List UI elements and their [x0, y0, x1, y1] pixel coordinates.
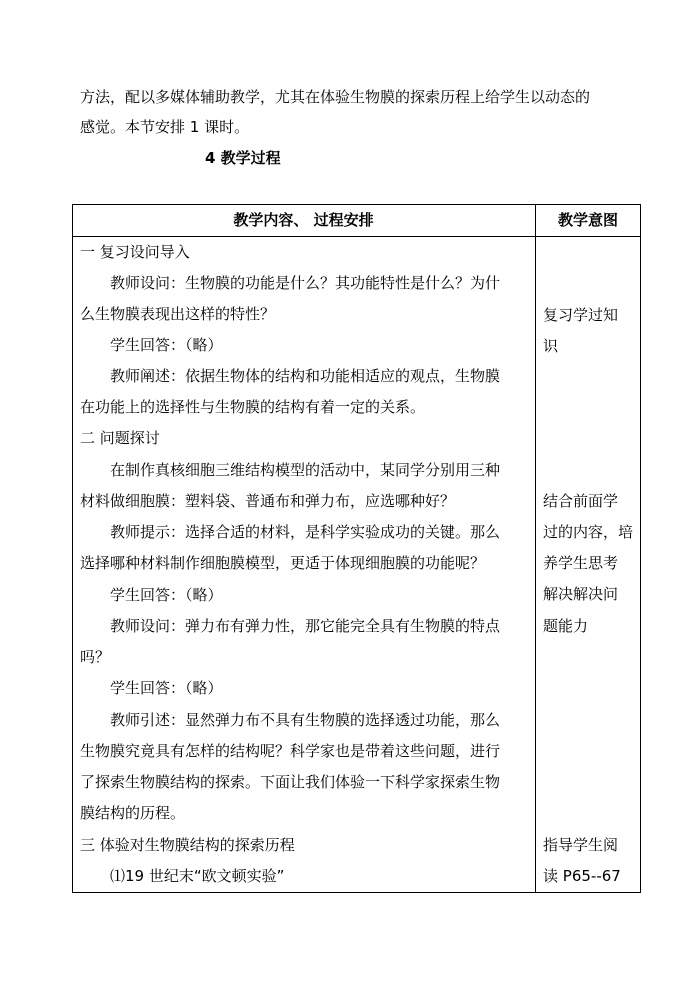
content-line: 教师设问：弹力布有弹力性，那它能完全具有生物膜的特点: [110, 617, 501, 635]
content-line: 么生物膜表现出这样的特性？: [80, 305, 276, 323]
header-divider: [72, 236, 641, 237]
content-line: 在功能上的选择性与生物膜的结构有着一定的关系。: [80, 398, 426, 416]
content-line: 在制作真核细胞三维结构模型的活动中，某同学分别用三种: [110, 461, 501, 479]
intent-line: 题能力: [543, 617, 589, 635]
intent-line: 识: [543, 337, 559, 355]
intent-line: 养学生思考: [543, 554, 619, 572]
content-line: 材料做细胞膜：塑料袋、普通布和弹力布，应选哪种好？: [80, 492, 456, 510]
intent-line: 过的内容，培: [543, 523, 634, 541]
section-title: 三 体验对生物膜结构的探索历程: [80, 836, 295, 854]
section-title: 二 问题探讨: [80, 429, 160, 447]
content-line: ⑴19 世纪末“欧文顿实验”: [110, 867, 285, 885]
section-heading: 4 教学过程: [205, 149, 281, 167]
header-content-column: 教学内容、 过程安排: [233, 211, 374, 229]
content-line: 教师提示：选择合适的材料，是科学实验成功的关键。那么: [110, 523, 501, 541]
intent-line: 读 P65--67: [543, 867, 621, 885]
column-divider: [535, 204, 536, 893]
content-line: 教师阐述：依据生物体的结构和功能相适应的观点，生物膜: [110, 367, 501, 385]
intent-line: 复习学过知: [543, 306, 619, 324]
content-line: 学生回答：（略）: [110, 586, 223, 604]
intent-line: 解决解决问: [543, 585, 619, 603]
content-line: 教师设问：生物膜的功能是什么？其功能特性是什么？为什: [110, 274, 501, 292]
content-line: 教师引述：显然弹力布不具有生物膜的选择透过功能，那么: [110, 711, 501, 729]
content-line: 了探索生物膜结构的探索。下面让我们体验一下科学家探索生物: [80, 773, 501, 791]
content-line: 生物膜究竟具有怎样的结构呢？科学家也是带着这些问题，进行: [80, 742, 501, 760]
content-line: 学生回答：（略）: [110, 336, 223, 354]
intent-line: 指导学生阅: [543, 836, 619, 854]
intent-line: 结合前面学: [543, 492, 619, 510]
content-line: 吗？: [80, 648, 111, 666]
intro-line: 方法，配以多媒体辅助教学，尤其在体验生物膜的探索历程上给学生以动态的: [80, 88, 591, 106]
content-line: 选择哪种材料制作细胞膜模型，更适于体现细胞膜的功能呢？: [80, 554, 486, 572]
content-line: 膜结构的历程。: [80, 804, 186, 822]
section-title: 一 复习设问导入: [80, 243, 190, 261]
header-intent-column: 教学意图: [557, 211, 618, 229]
intro-line: 感觉。本节安排 1 课时。: [80, 118, 250, 136]
content-line: 学生回答：（略）: [110, 679, 223, 697]
